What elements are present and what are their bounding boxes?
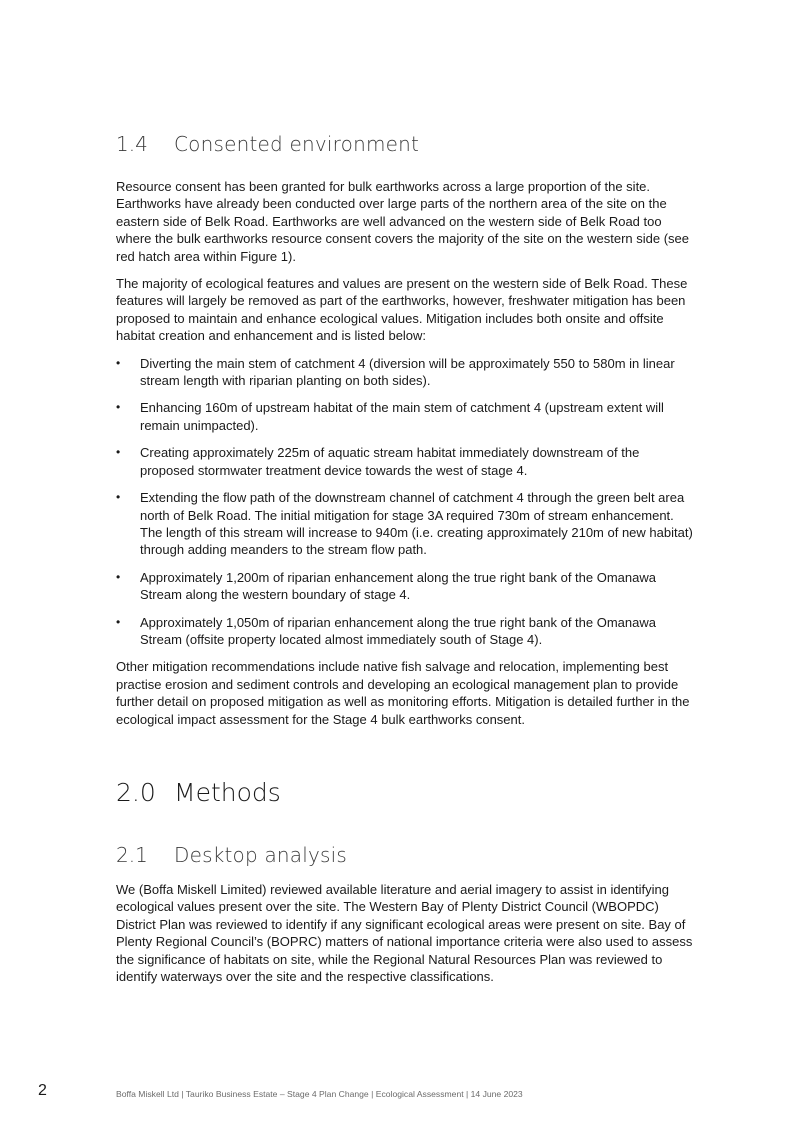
- section-2-0-heading: [116, 778, 696, 807]
- bullet-icon: •: [116, 490, 121, 505]
- bullet-icon: •: [116, 445, 121, 460]
- section-title: Consented environment: [174, 132, 420, 156]
- bullet-icon: •: [116, 400, 121, 415]
- section-1-4-heading: [116, 132, 696, 156]
- section-number: 1.4: [116, 132, 148, 156]
- bullet-icon: •: [116, 614, 121, 629]
- section-number: 2.0: [116, 777, 156, 807]
- list-item-text: Approximately 1,050m of riparian enhancement along the true right bank of the Omanawa Stream (offsite property located almost immediately south of Stage 4).: [140, 614, 656, 647]
- footer-text: Boffa Miskell Ltd | Tauriko Business Estate – Stage 4 Plan Change | Ecological Assessment | 14 June 2023: [116, 1089, 523, 1099]
- page-content: [116, 132, 696, 985]
- list-item: [116, 399, 696, 434]
- section-title: Desktop analysis: [174, 842, 348, 867]
- list-item-text: Creating approximately 225m of aquatic stream habitat immediately downstream of the proposed stormwater treatment device towards the west of stage 4.: [140, 445, 640, 478]
- list-item-text: Approximately 1,200m of riparian enhancement along the true right bank of the Omanawa Stream along the western boundary of stage 4.: [140, 569, 656, 603]
- list-item-text: Enhancing 160m of upstream habitat of the main stem of catchment 4 (upstream extent will remain unimpacted).: [140, 400, 664, 433]
- paragraph: The majority of ecological features and values are present on the western side of Belk Road. These features will largely be removed as part of the earthworks, however, freshwater mitigation has been proposed to maintain and enhance ecological values. Mitigation includes both onsite and offsite habitat creation and enhancement and is listed below:: [116, 276, 688, 344]
- list-item-text: Extending the flow path of the downstream channel of catchment 4 through the green belt area north of Belk Road. The initial mitigation for stage 3A required 730m of stream enhancement. The length of this stream will increase to 940m (i.e. creating approximately 210m of new habitat) through adding meanders to the stream flow path.: [140, 490, 693, 558]
- section-title: Methods: [174, 777, 281, 807]
- mitigation-list: [116, 355, 696, 649]
- list-item: [116, 489, 696, 559]
- section-number: 2.1: [116, 842, 148, 867]
- paragraph: We (Boffa Miskell Limited) reviewed available literature and aerial imagery to assist in identifying ecological values present over the site. The Western Bay of Plenty District Council (WBOPDC) District Plan was reviewed to identify if any significant ecological areas were present on site. Bay of Plenty Regional Council’s (BOPRC) matters of national importance criteria were also used to assess the significance of habitats on site, while the Regional Natural Resources Plan was reviewed to identify waterways over the site and the respective classifications.: [116, 881, 693, 984]
- bullet-icon: •: [116, 355, 121, 370]
- list-item: [116, 355, 696, 390]
- page-number: 2: [38, 1082, 47, 1099]
- bullet-icon: •: [116, 569, 121, 584]
- list-item: [116, 569, 696, 604]
- paragraph: Other mitigation recommendations include native fish salvage and relocation, implementing best practise erosion and sediment controls and developing an ecological management plan to provide further detail on proposed mitigation as well as monitoring efforts. Mitigation is detailed further in the ecological impact assessment for the Stage 4 bulk earthworks consent.: [116, 659, 690, 727]
- list-item-text: Diverting the main stem of catchment 4 (diversion will be approximately 550 to 580m in linear stream length with riparian planting on both sides).: [140, 355, 675, 389]
- list-item: [116, 444, 696, 479]
- section-2-1-heading: [116, 843, 696, 867]
- list-item: [116, 614, 696, 649]
- paragraph: Resource consent has been granted for bulk earthworks across a large proportion of the site. Earthworks have already been conducted over large parts of the northern area of the site on the eastern side of Belk Road. Earthworks are well advanced on the western side of Belk Road too where the bulk earthworks resource consent covers the majority of the site on the western side (see red hatch area within Figure 1).: [116, 179, 690, 264]
